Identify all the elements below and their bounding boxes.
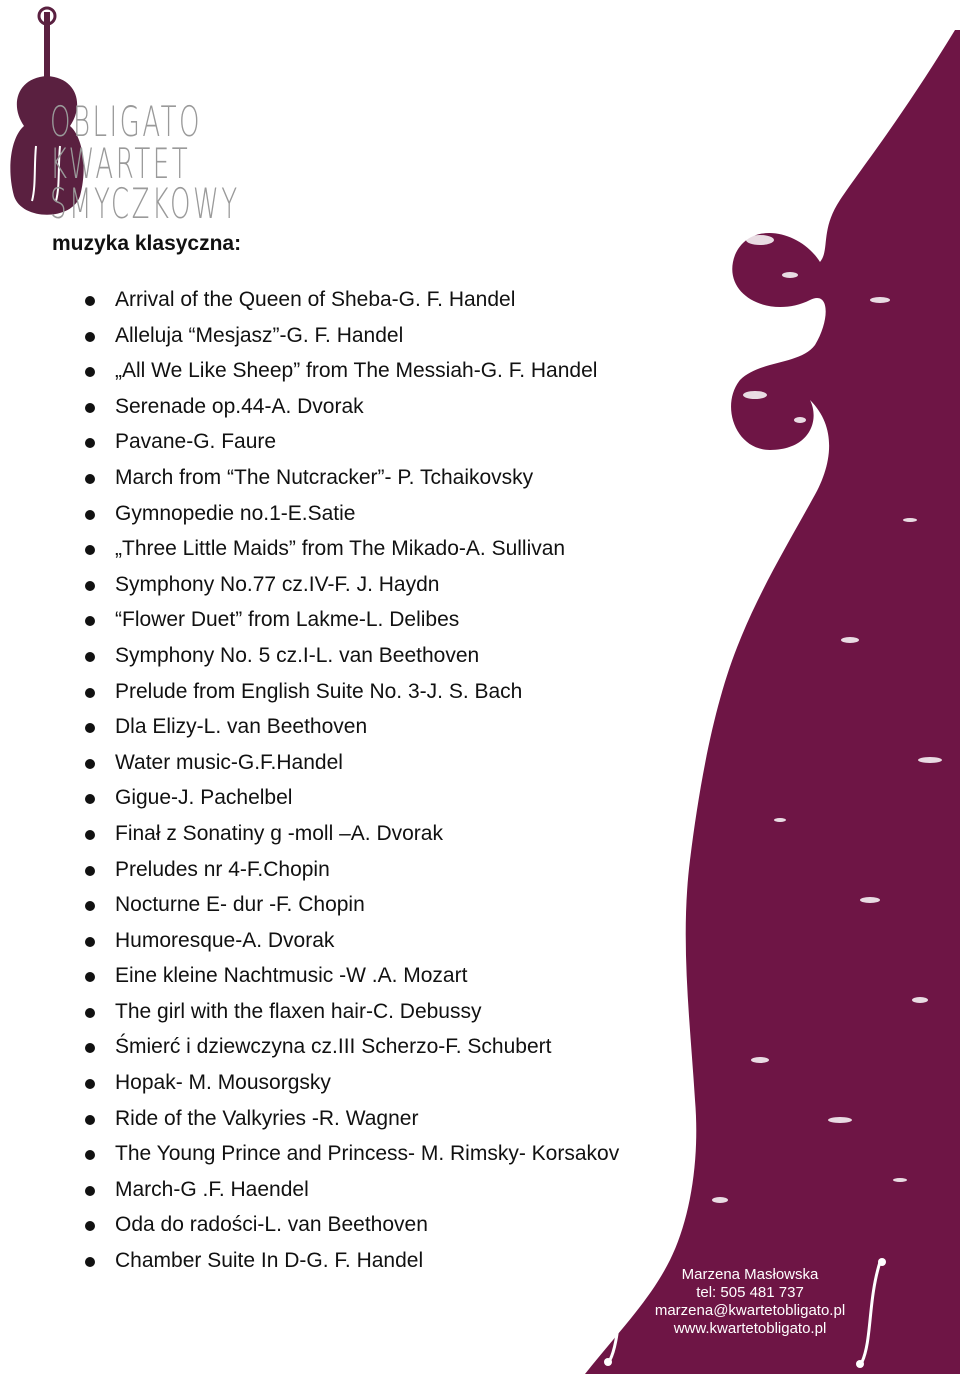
- list-item: Hopak- M. Mousorgsky: [115, 1065, 619, 1101]
- list-item: Symphony No. 5 cz.I-L. van Beethoven: [115, 638, 619, 674]
- list-item: „All We Like Sheep” from The Messiah-G. F. Handel: [115, 353, 619, 389]
- section-heading: muzyka klasyczna:: [52, 232, 242, 255]
- list-item: Eine kleine Nachtmusic -W .A. Mozart: [115, 958, 619, 994]
- list-item: Gigue-J. Pachelbel: [115, 780, 619, 816]
- logo-line-obligato: OBLIGATO: [50, 97, 202, 146]
- list-item: Pavane-G. Faure: [115, 424, 619, 460]
- f-hole-left-dot-top: [628, 1258, 636, 1266]
- list-item: Serenade op.44-A. Dvorak: [115, 389, 619, 425]
- list-item: Śmierć i dziewczyna cz.III Scherzo-F. Schubert: [115, 1029, 619, 1065]
- logo: [6, 6, 246, 231]
- f-hole-right-dot-top: [878, 1258, 886, 1266]
- violin-body-shape: [585, 30, 960, 1374]
- contact-email[interactable]: marzena@kwartetobligato.pl: [654, 1302, 846, 1319]
- f-hole-right-dot-bottom: [856, 1360, 864, 1368]
- list-item: Gymnopedie no.1-E.Satie: [115, 496, 619, 532]
- list-item: Finał z Sonatiny g -moll –A. Dvorak: [115, 816, 619, 852]
- contact-website[interactable]: www.kwartetobligato.pl: [673, 1320, 827, 1337]
- list-item: Arrival of the Queen of Sheba-G. F. Handel: [115, 282, 619, 318]
- list-item: Nocturne E- dur -F. Chopin: [115, 887, 619, 923]
- list-item: Preludes nr 4-F.Chopin: [115, 852, 619, 888]
- list-item: „Three Little Maids” from The Mikado-A. Sullivan: [115, 531, 619, 567]
- list-item: The girl with the flaxen hair-C. Debussy: [115, 994, 619, 1030]
- contact-phone: tel: 505 481 737: [696, 1284, 804, 1301]
- list-item: Chamber Suite In D-G. F. Handel: [115, 1243, 619, 1279]
- list-item: March from “The Nutcracker”- P. Tchaikovsky: [115, 460, 619, 496]
- list-item: The Young Prince and Princess- M. Rimsky- Korsakov: [115, 1136, 619, 1172]
- list-item: “Flower Duet” from Lakme-L. Delibes: [115, 602, 619, 638]
- list-item: March-G .F. Haendel: [115, 1172, 619, 1208]
- list-item: Prelude from English Suite No. 3-J. S. Bach: [115, 674, 619, 710]
- list-item: Oda do radości-L. van Beethoven: [115, 1207, 619, 1243]
- list-item: Water music-G.F.Handel: [115, 745, 619, 781]
- logo-line-smyczkowy: SMYCZKOWY: [50, 179, 240, 228]
- list-item: Ride of the Valkyries -R. Wagner: [115, 1101, 619, 1137]
- repertoire-list: [115, 282, 619, 1279]
- list-item: Humoresque-A. Dvorak: [115, 923, 619, 959]
- f-hole-left-dot-bottom: [604, 1358, 612, 1366]
- contact-name: Marzena Masłowska: [681, 1266, 819, 1283]
- contact-block: [640, 1266, 860, 1338]
- list-item: Alleluja “Mesjasz”-G. F. Handel: [115, 318, 619, 354]
- list-item: Dla Elizy-L. van Beethoven: [115, 709, 619, 745]
- list-item: Symphony No.77 cz.IV-F. J. Haydn: [115, 567, 619, 603]
- logo-line-kwartet: KWARTET: [50, 139, 191, 188]
